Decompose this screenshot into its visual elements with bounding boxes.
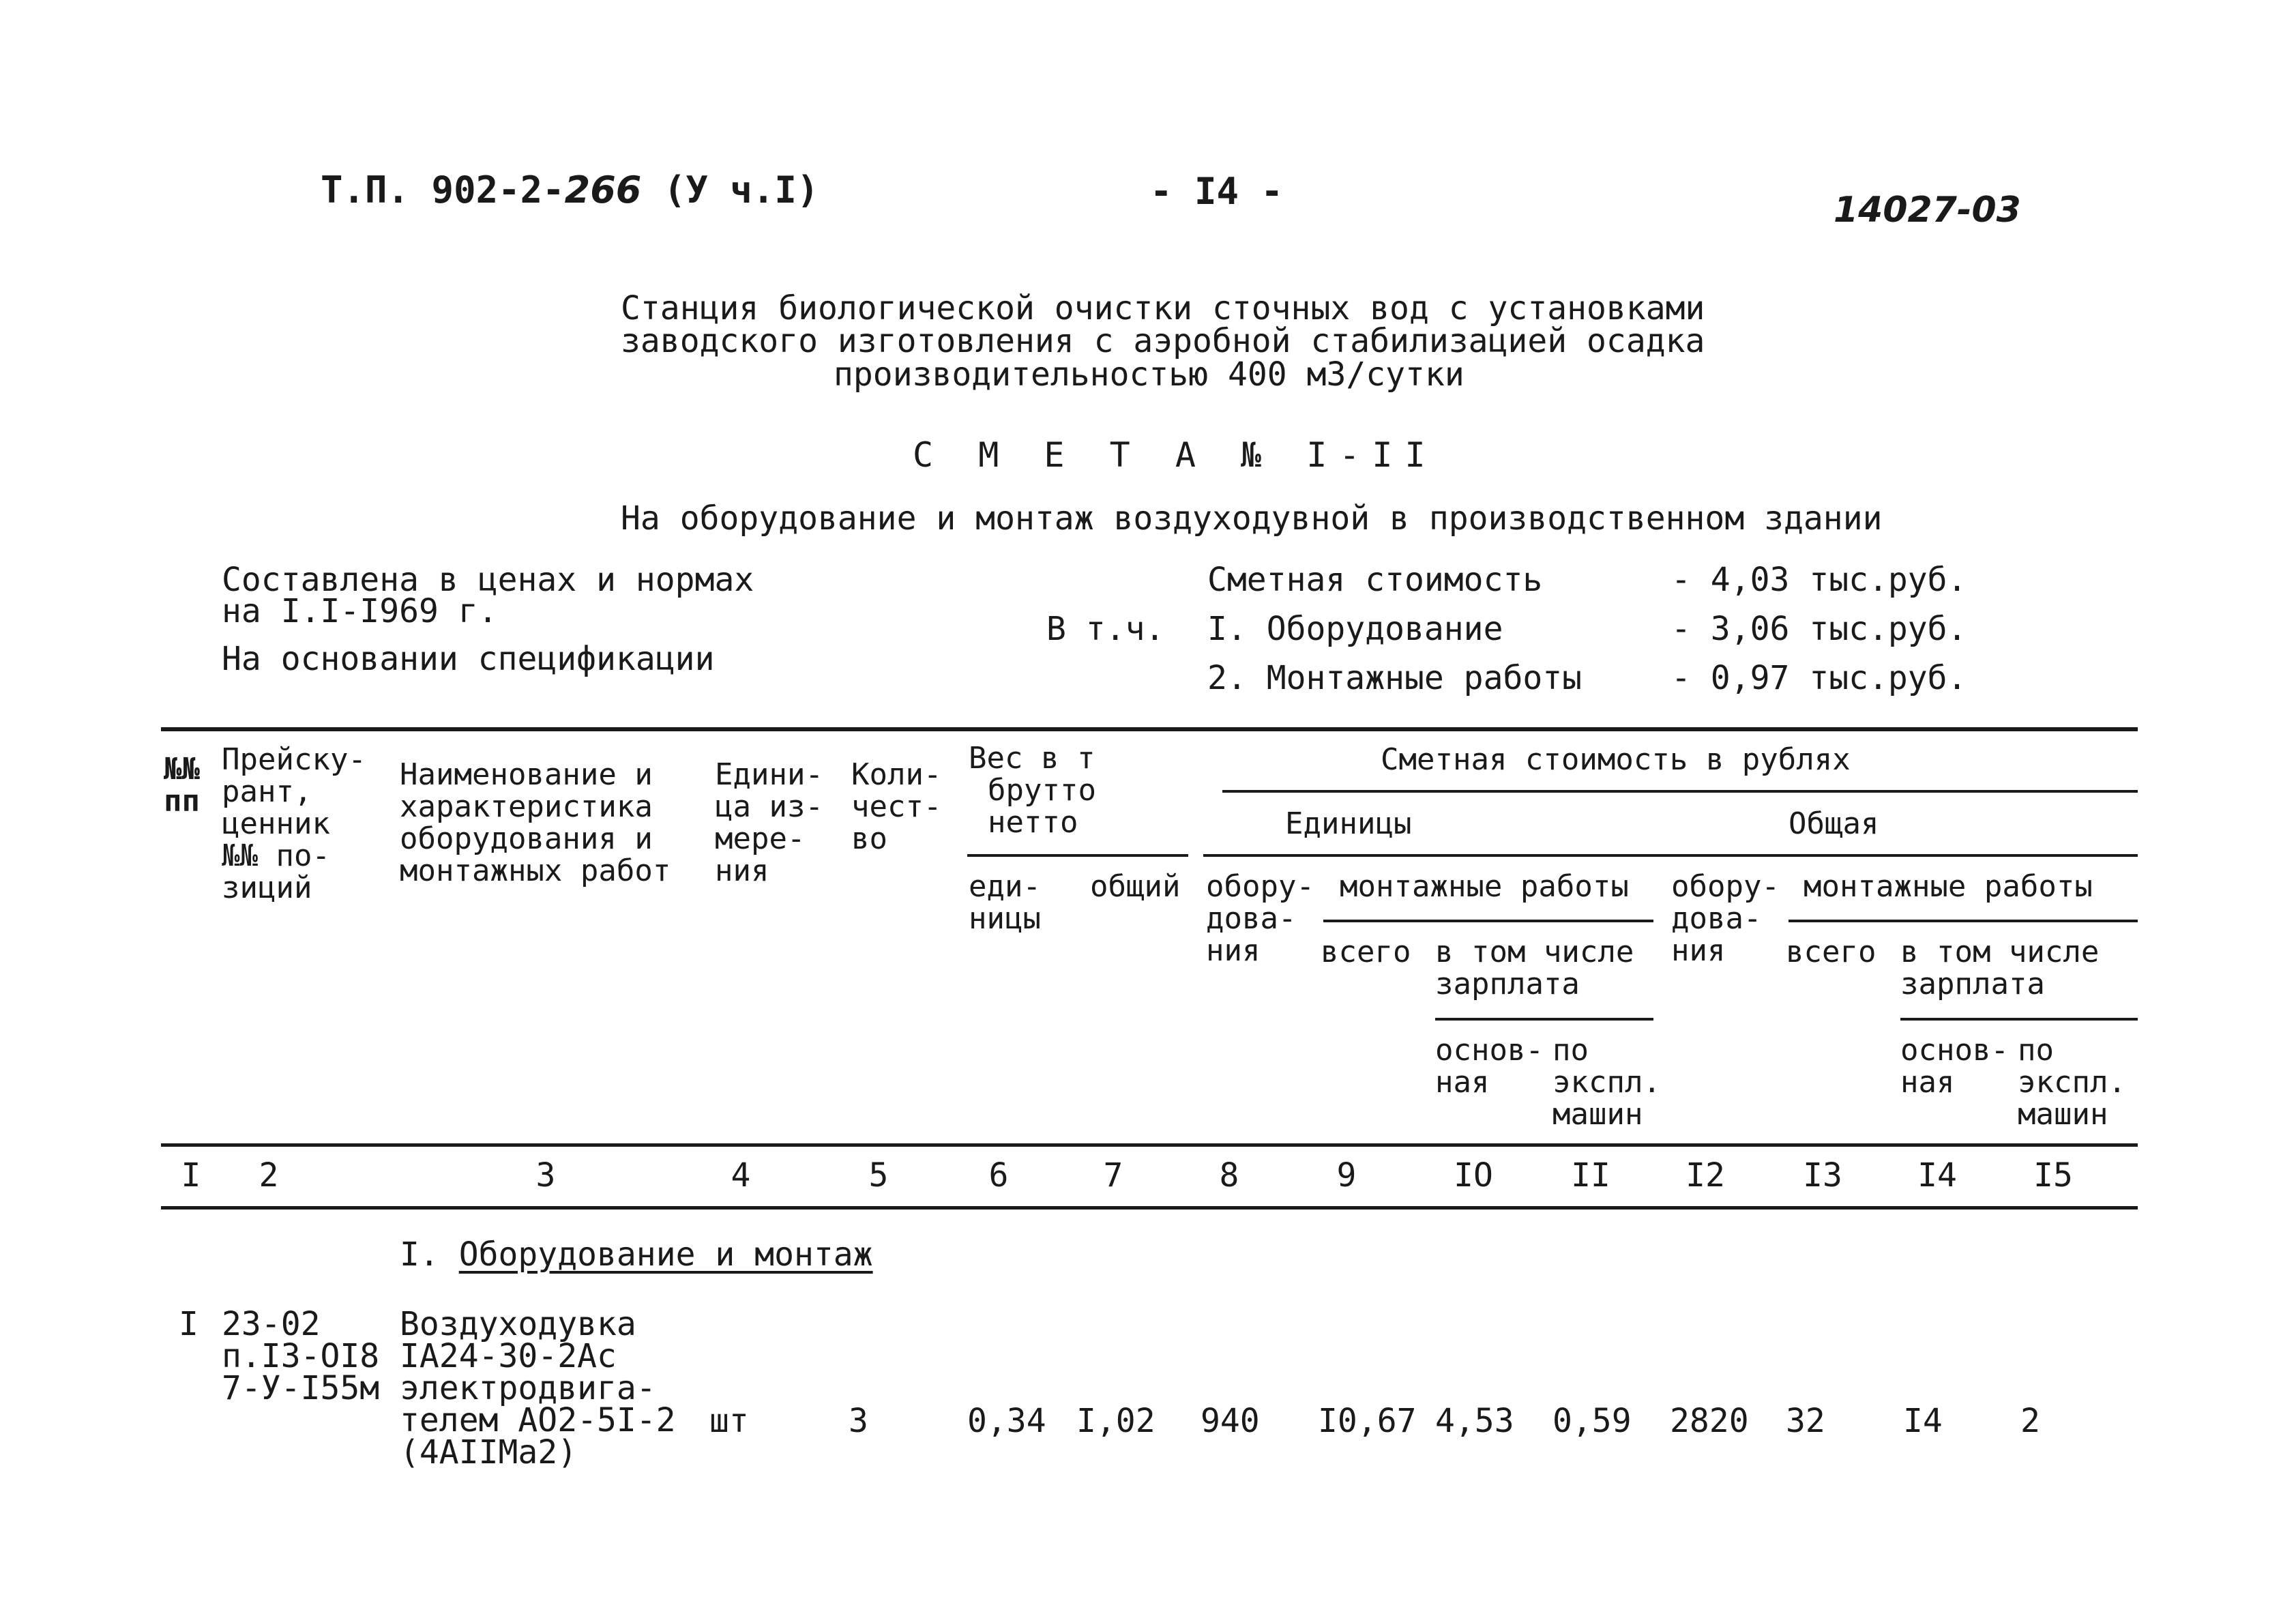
unit-install-rule [1323,920,1653,922]
total-machine-header: по экспл. машин [2018,1033,2126,1132]
page-number: - I4 - [1150,170,1284,213]
table-top-rule [161,727,2138,731]
station-title-line-1: Станция биологической очистки сточных вод с установками [621,289,1705,327]
column-number: 6 [988,1156,1009,1195]
unit-salary-header: в том числе зарплата [1435,935,1634,1001]
total-install-rule [1789,920,2138,922]
unit-basic-header: основ- ная [1435,1033,1544,1100]
row-install-unit-all: I0,67 [1318,1402,1417,1440]
row-install-total-machine: 2 [2020,1402,2040,1440]
estimate-heading: С М Е Т А № I-II [913,435,1438,475]
column-number: 5 [868,1156,889,1195]
row-name: Воздуходувка IA24-30-2Ac электродвига- телем АО2-5I-2 (4AIIМа2) [400,1305,676,1471]
estimated-cost-value: - 4,03 тыс.руб. [1671,561,1967,599]
composed-prices-line-1: Составлена в ценах и нормах [222,561,754,599]
weight-group-rule [967,854,1188,857]
total-basic-header: основ- ная [1900,1033,2009,1100]
unit-total-rule [1203,854,2138,857]
section-title: Оборудование и монтаж [458,1235,873,1274]
column-number: 9 [1336,1156,1357,1195]
column-number: 4 [731,1156,751,1195]
col-weight-unit-header: еди- ницы [969,869,1041,936]
document-code-handwritten: 266 [564,168,642,211]
column-number: 2 [259,1156,279,1195]
col-quantity-header: Коли- чест- во [851,757,942,856]
station-title-line-3: производительностью 400 м3/сутки [834,355,1465,394]
row-weight-unit: 0,34 [967,1402,1046,1440]
installation-cost-value: - 0,97 тыс.руб. [1671,659,1967,697]
equipment-cost-label: I. Оборудование [1207,610,1503,648]
unit-installation-header: монтажные работы [1340,869,1629,904]
unit-equipment-header: обору- дова- ния [1206,869,1314,968]
unit-group-header: Единицы [1285,806,1412,841]
row-weight-total: I,02 [1076,1402,1156,1440]
col-weight-header: Вес в т брутто нетто [969,741,1096,840]
col-weight-total-header: общий [1090,869,1181,904]
unit-all-header: всего [1321,935,1411,969]
including-label: В т.ч. [1046,610,1165,648]
row-number: I [179,1305,198,1343]
row-install-total-basic: I4 [1903,1402,1943,1440]
basis-note: На основании спецификации [222,640,715,678]
col-name-header: Наименование и характеристика оборудования и монтажных работ [400,757,671,888]
header-bottom-rule [161,1143,2138,1147]
row-install-unit-basic: 4,53 [1435,1402,1514,1440]
composed-prices-line-2: на I.I-I969 г. [222,592,498,630]
total-salary-rule [1900,1018,2138,1021]
column-number: II [1571,1156,1610,1195]
column-number: 8 [1219,1156,1239,1195]
equipment-cost-value: - 3,06 тыс.руб. [1671,610,1967,648]
total-installation-header: монтажные работы [1804,869,2093,904]
estimate-subtitle: На оборудование и монтаж воздуходувной в производственном здании [621,499,1883,538]
column-number: 7 [1103,1156,1123,1195]
total-equipment-header: обору- дова- ния [1671,869,1780,968]
total-group-header: Общая [1789,806,1879,841]
total-salary-header: в том числе зарплата [1900,935,2100,1001]
row-install-total-all: 32 [1786,1402,1825,1440]
total-all-header: всего [1786,935,1876,969]
document-part: (У ч.I) [663,168,819,211]
column-number: IO [1454,1156,1493,1195]
col-price-list-header: Прейску- рант, ценник №№ по- зиций [222,742,366,905]
col-number-header: №№ пп [164,752,200,819]
row-unit: шт [709,1402,749,1440]
column-number: I2 [1686,1156,1725,1195]
unit-salary-rule [1435,1018,1653,1021]
row-equipment-unit: 940 [1201,1402,1260,1440]
section-number: I. [400,1235,439,1274]
cost-group-header: Сметная стоимость в рублях [1381,742,1851,777]
column-numbers-rule [161,1206,2138,1210]
document-code [321,168,819,211]
estimated-cost-label: Сметная стоимость [1207,561,1543,599]
unit-machine-header: по экспл. машин [1552,1033,1661,1132]
cost-group-rule [1222,790,2138,793]
row-quantity: 3 [849,1402,868,1440]
row-equipment-total: 2820 [1670,1402,1749,1440]
row-install-unit-machine: 0,59 [1552,1402,1632,1440]
row-price-list: 23-02 п.I3-OI8 7-У-I55м [222,1305,380,1407]
column-number: I4 [1917,1156,1957,1195]
col-unit-header: Едини- ца из- мере- ния [715,757,823,888]
document-code-prefix: Т.П. 902-2- [321,168,565,211]
installation-cost-label: 2. Монтажные работы [1207,659,1583,697]
handwritten-number: 14027-03 [1834,190,2021,231]
column-number: I [181,1156,201,1195]
station-title-line-2: заводского изготовления с аэробной стабилизацией осадка [621,322,1705,360]
column-number: 3 [535,1156,556,1195]
column-number: I3 [1803,1156,1842,1195]
section-heading [400,1235,873,1274]
column-number: I5 [2033,1156,2073,1195]
